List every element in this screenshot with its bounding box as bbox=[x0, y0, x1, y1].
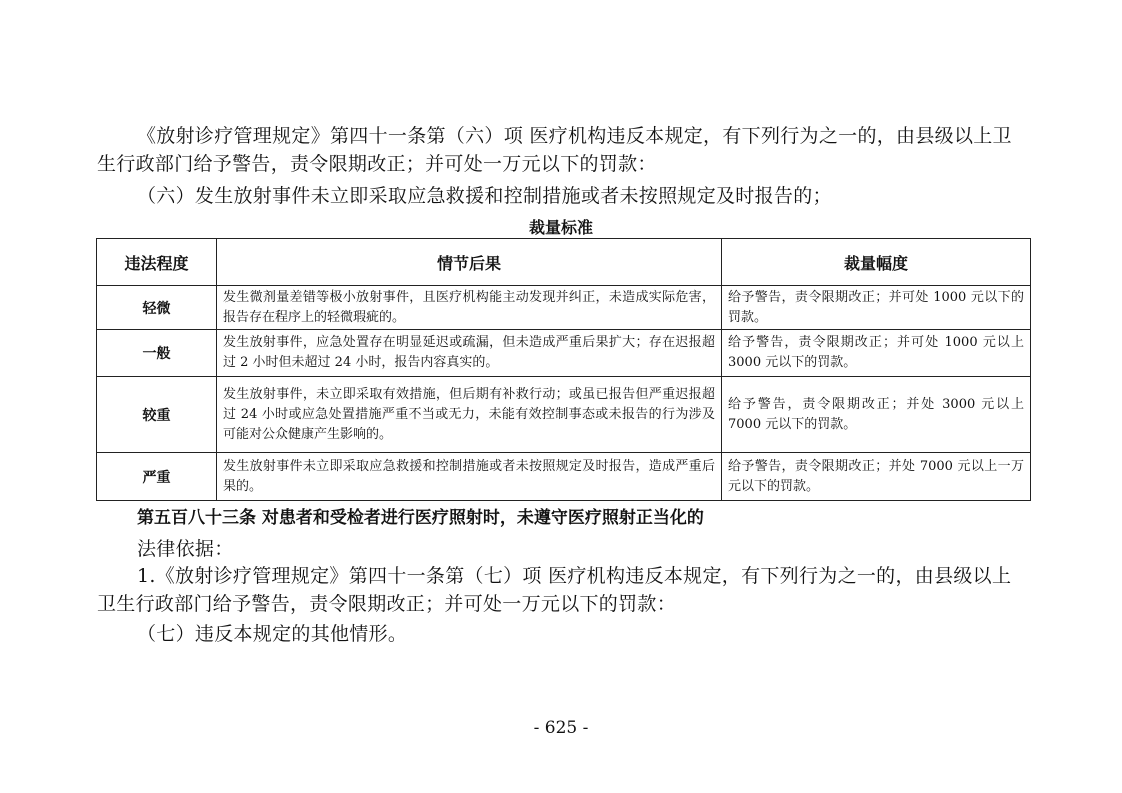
consequence-cell: 发生微剂量差错等极小放射事件，且医疗机构能主动发现并纠正，未造成实际危害，报告存在程序上的轻微瑕疵的。 bbox=[217, 286, 722, 330]
table-header-row bbox=[97, 239, 1031, 286]
column-header-severity: 违法程度 bbox=[97, 239, 217, 286]
discretion-standard-table bbox=[96, 238, 1031, 501]
consequence-cell: 发生放射事件，应急处置存在明显延迟或疏漏，但未造成严重后果扩大；存在迟报超过 2 小时但未超过 24 小时，报告内容真实的。 bbox=[217, 330, 722, 377]
penalty-cell: 给予警告，责令限期改正；并处 3000 元以上 7000 元以下的罚款。 bbox=[722, 377, 1031, 453]
column-header-consequence: 情节后果 bbox=[217, 239, 722, 286]
severity-cell: 严重 bbox=[97, 453, 217, 501]
penalty-cell: 给予警告，责令限期改正；并可处 1000 元以上 3000 元以下的罚款。 bbox=[722, 330, 1031, 377]
column-header-penalty: 裁量幅度 bbox=[722, 239, 1031, 286]
paragraph-item-6: （六）发生放射事件未立即采取应急救援和控制措施或者未按照规定及时报告的； bbox=[137, 185, 832, 207]
table-caption: 裁量标准 bbox=[528, 218, 593, 237]
page-number: - 625 - bbox=[533, 718, 589, 738]
table-row bbox=[97, 286, 1031, 330]
penalty-cell: 给予警告，责令限期改正；并可处 1000 元以下的罚款。 bbox=[722, 286, 1031, 330]
paragraph-regulation-6: 《放射诊疗管理规定》第四十一条第（六）项 医疗机构违反本规定，有下列行为之一的，由县级以上卫生行政部门给予警告，责令限期改正；并可处一万元以下的罚款： bbox=[97, 125, 1012, 175]
consequence-cell: 发生放射事件，未立即采取有效措施，但后期有补救行动；或虽已报告但严重迟报超过 24 小时或应急处置措施严重不当或无力，未能有效控制事态或未报告的行为涉及可能对公众健康产生影响的。 bbox=[217, 377, 722, 453]
table-row bbox=[97, 330, 1031, 377]
paragraph-regulation-7: 1.《放射诊疗管理规定》第四十一条第（七）项 医疗机构违反本规定，有下列行为之一的，由县级以上卫生行政部门给予警告，责令限期改正；并可处一万元以下的罚款： bbox=[97, 565, 1012, 615]
table-row bbox=[97, 453, 1031, 501]
article-heading: 第五百八十三条 对患者和受检者进行医疗照射时，未遵守医疗照射正当化的 bbox=[137, 508, 704, 528]
severity-cell: 较重 bbox=[97, 377, 217, 453]
penalty-cell: 给予警告，责令限期改正；并处 7000 元以上一万元以下的罚款。 bbox=[722, 453, 1031, 501]
severity-cell: 轻微 bbox=[97, 286, 217, 330]
table-row bbox=[97, 377, 1031, 453]
legal-basis-label: 法律依据： bbox=[137, 538, 234, 560]
paragraph-item-7: （七）违反本规定的其他情形。 bbox=[137, 623, 408, 645]
consequence-cell: 发生放射事件未立即采取应急救援和控制措施或者未按照规定及时报告，造成严重后果的。 bbox=[217, 453, 722, 501]
severity-cell: 一般 bbox=[97, 330, 217, 377]
